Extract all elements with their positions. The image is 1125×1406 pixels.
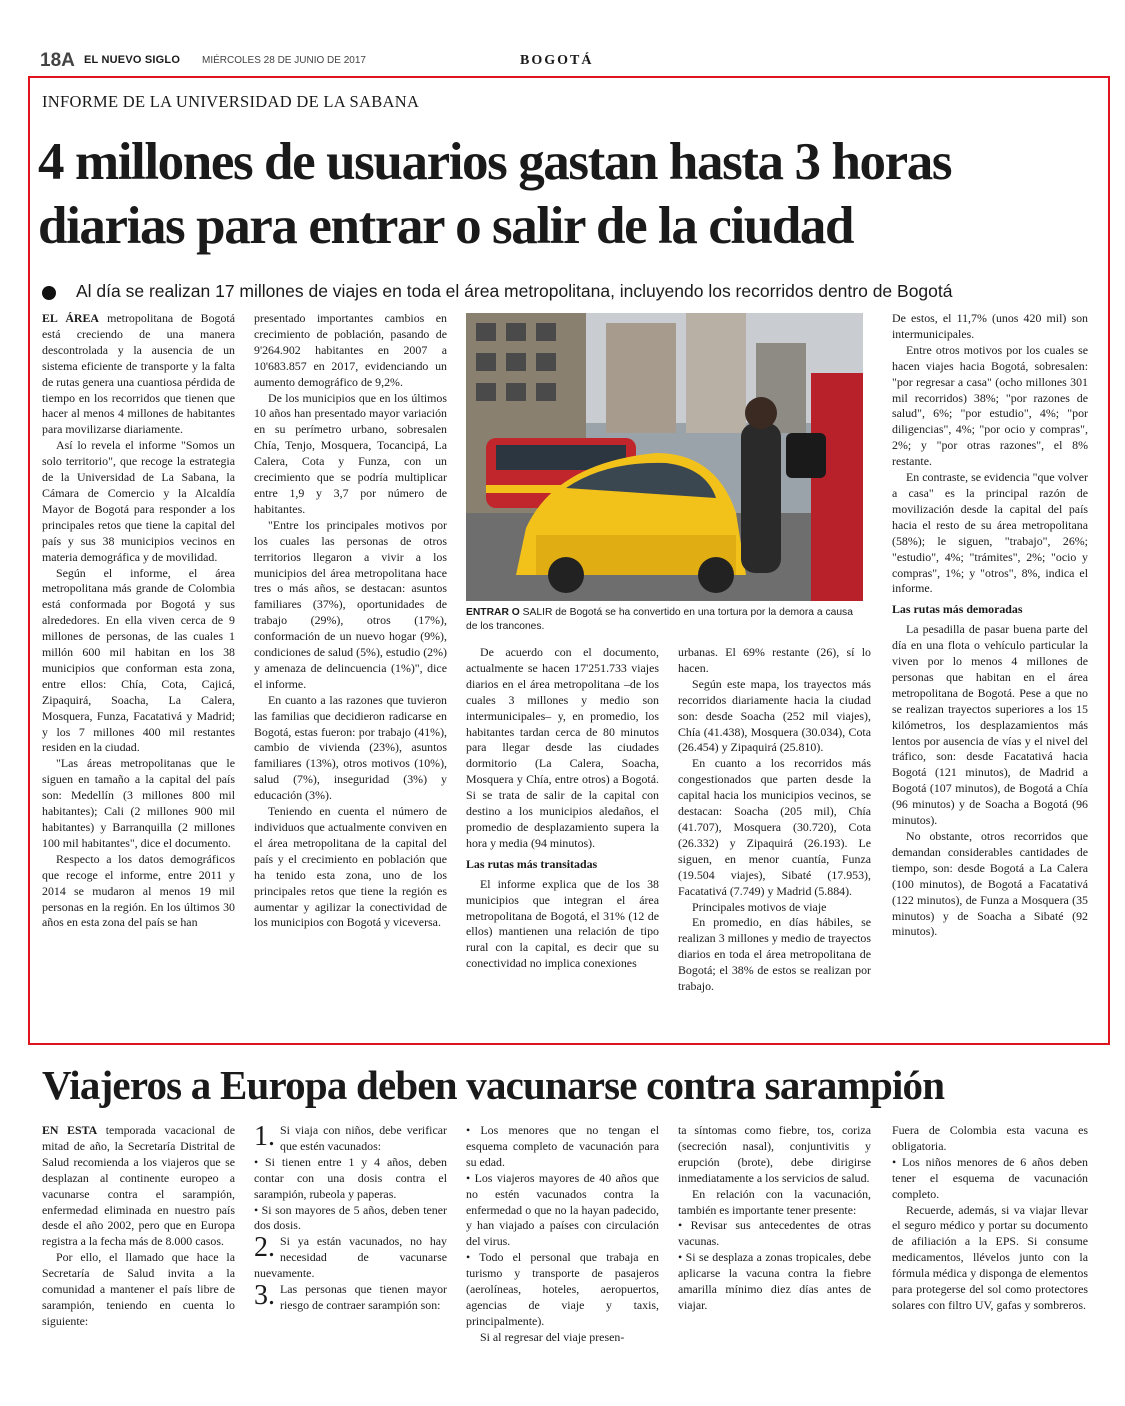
paragraph: Fuera de Colombia esta vacuna es obligatoria. — [892, 1123, 1088, 1153]
paragraph: presentado importantes cambios en crecimiento de población, pasando de 9'264.902 habitantes en 2007 a 10'683.857 en 2017, evidenciando un aumento demográfico de 9,2%. — [254, 311, 447, 389]
list-item: • Todo el personal que trabaja en turismo y transporte de pasajeros (aerolíneas, hoteles, aeropuertos, agencias de viaje y taxis, principalmente). — [466, 1250, 659, 1328]
paragraph: Según este mapa, los trayectos más recorridos diariamente hacia la ciudad son: desde Soacha (252 mil viajes), Chía (41.438), Mosquera (30.034), Cota (26.454) y Zipaquirá (25.810). — [678, 676, 871, 755]
lead-in: EN ESTA — [42, 1123, 98, 1137]
paragraph: "Entre los principales motivos por los cuales las personas de otros territorios llegaron a vivir a los municipios del área metropolitana hace tres o más años, se destacan: asuntos familiares (37%), oportunidades de trabajo (29%), otros (17%), conformación de un nuevo hogar (9%), condiciones de salud (5%), estudio (2%) y amenaza de delincuencia (1%)", dice el informe. — [254, 517, 447, 691]
newspaper-name: EL NUEVO SIGLO — [84, 54, 181, 66]
paragraph: En cuanto a las razones que tuvieron las familias que decidieron radicarse en Bogotá, estas fueron: por trabajo (41%), cambio de vivienda (23%), asuntos familiares (13%), otros motivos (10%), salud (7%), inseguridad (3%) y educación (3%). — [254, 692, 447, 803]
paragraph: En relación con la vacunación, también es importante tener presente: — [678, 1186, 871, 1217]
paragraph: "Las áreas metropolitanas que le siguen en tamaño a la capital del país son: Medellín (3 millones 800 mil habitantes); Cali (2 millones 900 mil habitantes) y Barranquilla (2 millones 100 mil habitantes", dice el documento. — [42, 756, 235, 850]
list-item: • Los niños menores de 6 años deben tener el esquema de vacunación completo. — [892, 1154, 1088, 1201]
paragraph: Principales motivos de viaje — [692, 899, 827, 914]
paragraph: No obstante, otros recorridos que demandan considerables cantidades de tiempo, son: desde Bogotá a La Calera (100 minutos), de Bogotá a Facatativá (122 minutos), de Funza a Mosquera (35 minutos) y de Soacha a Sibaté (92 minutos). — [892, 829, 1088, 939]
paragraph: De los municipios que en los últimos 10 años han presentado mayor variación en su perímetro urbano, sobresalen Chía, Tenjo, Mosquera, Tocancipá, La Calera, Cota y Funza, con un crecimiento que se podría multiplicar entre 1,9 y 3,7 por número de habitantes. — [254, 390, 447, 516]
paragraph: ta síntomas como fiebre, tos, coriza (secreción nasal), conjuntivitis y erupción (brote), debe dirigirse inmediatamente a los servicios de salud. — [678, 1123, 871, 1185]
list-item: • Revisar sus antecedentes de otras vacunas. — [678, 1218, 871, 1249]
paragraph: La pesadilla de pasar buena parte del día en una flota o vehículo particular la viven por lo menos 4 millones de personas que habitan en el área metropolitana de Bogotá. Pese a que no se realizan trayectos superiores a los 15 kilómetros, los desplazamientos más lentos por ausencia de vías y el nivel del tráfico, son: desde Facatativá hacia Bogotá (121 minutos), de Madrid a Bogotá (107 minutos), de Bogotá a Chía (96 minutos) y de Soacha a Bogotá (96 minutos). — [892, 622, 1088, 828]
list-item: Las personas que tienen mayor riesgo de contraer sarampión son: — [280, 1282, 447, 1312]
paragraph: Por ello, el llamado que hace la Secretaría de Salud invita a la comunidad a mantener el país libre de sarampión, teniendo en cuenta lo siguiente: — [42, 1250, 235, 1328]
paragraph: Respecto a los datos demográficos que recoge el informe, entre 2011 y 2014 se mudaron al menos 19 mil personas en la región. En los últimos 30 años en esta zona del país se han — [42, 851, 235, 930]
page-number: 18A — [40, 50, 75, 71]
article-2-column-4 — [678, 1123, 871, 1314]
paragraph: urbanas. El 69% restante (26), sí lo hacen. — [678, 645, 871, 675]
paragraph: Si al regresar del viaje presen- — [480, 1329, 625, 1344]
paragraph: temporada vacacional de mitad de año, la Secretaría Distrital de Salud recomienda a los viajeros que se desplazan al continente europeo a vacunarse contra el sarampión, enfermedad eliminada en nuestro país desde el año 2002, pero que en Europa registra a la fecha más de 8.000 casos. — [42, 1123, 235, 1249]
list-item: • Si se desplaza a zonas tropicales, debe aplicarse la vacuna contra la fiebre amarilla mínimo diez días antes de viajar. — [678, 1250, 871, 1312]
list-item: • Si tienen entre 1 y 4 años, deben contar con una dosis contra el sarampión, rubeola y paperas. — [254, 1154, 447, 1201]
list-item: • Los menores que no tengan el esquema completo de vacunación para su edad. — [466, 1123, 659, 1169]
caption-text: SALIR de Bogotá se ha convertido en una tortura por la demora a causa de los trancones. — [466, 607, 853, 632]
paragraph: Entre otros motivos por los cuales se hacen viajes hacia Bogotá, sobresalen: "por regresar a casa" (ocho millones 301 mil recorridos) 38%; "por razones de salud", 6%; "por estudio", 4%; "por diligencias", 4%; "por ocio y compras", 2%; y "por otras razones", el 8% restante. — [892, 342, 1088, 469]
article-column-2 — [254, 311, 447, 931]
list-item: Si viaja con niños, debe verificar que estén vacunados: — [280, 1123, 447, 1153]
subheading: Las rutas más demoradas — [892, 602, 1023, 617]
street-traffic-photo — [466, 313, 863, 601]
paragraph: En contraste, se evidencia "que volver a casa" es la principal razón de movilización desde la capital del país hacia el resto de su área metropolitana (58%); le siguen, "trabajo", 26%; "estudio", 4%; "trámites", 2%; "ocio y compras", 1%; y "otros", 8%, indica el informe. — [892, 470, 1088, 596]
article-2-column-5 — [892, 1123, 1088, 1314]
article-2-headline: Viajeros a Europa deben vacunarse contra sarampión — [42, 1062, 945, 1108]
paragraph: Recuerde, además, si va viajar llevar el seguro médico y portar su documento de afiliación a la EPS. Si consume medicamentos, llévelos junto con la fórmula médica y disponga de elementos para protegerse del sol como protectores solares con filtro UV, gafas y sombreros. — [892, 1202, 1088, 1312]
article-headline — [38, 130, 1098, 258]
article-deck: Al día se realizan 17 millones de viajes en toda el área metropolitana, incluyendo los recorridos dentro de Bogotá — [76, 281, 953, 301]
list-item: • Si son mayores de 5 años, deben tener dos dosis. — [254, 1202, 447, 1233]
article-2-column-2 — [254, 1123, 447, 1314]
paragraph: El informe explica que de los 38 municipios que integran el área metropolitana de Bogotá, el 31% (12 de ellos) mantienen una relación de tipo rural con la capital, es decir que su conectividad no implica conexiones — [466, 876, 659, 971]
page-header — [40, 50, 1090, 76]
article-column-3 — [466, 645, 659, 972]
headline-line-1: 4 millones de usuarios gastan hasta 3 horas — [38, 133, 952, 191]
paragraph: En promedio, en días hábiles, se realizan 3 millones y medio de trayectos diarios en toda el área metropolitana de Bogotá; el 38% de estos se realizan por trabajo. — [678, 915, 871, 994]
paragraph: De acuerdo con el documento, actualmente se hacen 17'251.733 viajes diarios en el área metropolitana –de los cuales 3 millones y medio son intermunicipales– y, en promedio, los habitantes tardan cerca de 80 minutos para llegar desde las ciudades dormitorio (La Calera, Soacha, Mosquera y Chía, entre otros) a Bogotá. Si se trata de salir de la capital con destino a los municipios aledaños, el promedio de desplazamiento supera la hora y media (94 minutos). — [466, 645, 659, 850]
article-column-5 — [892, 311, 1088, 940]
list-item: Si ya están vacunados, no hay necesidad de vacunarse nuevamente. — [254, 1234, 447, 1281]
list-number: 3. — [254, 1280, 275, 1312]
paragraph: metropolitana de Bogotá está creciendo de una manera descontrolada y la ausencia de un sistema eficiente de transporte y la falta de rutas genera una cuantiosa pérdida de tiempo en los recorridos que tienen que hacer al menos 4 millones de habitantes para movilizarse diariamente. — [42, 311, 235, 437]
section-name: BOGOTÁ — [520, 53, 594, 68]
article-kicker: INFORME DE LA UNIVERSIDAD DE LA SABANA — [42, 92, 420, 111]
paragraph: En cuanto a los recorridos más congestionados que parten desde la capital hacia los municipios vecinos, se destacan: Soacha (205 mil), Chía (41.707), Mosquera (30.720), Cota (26.332) y Zipaquirá (26.193). Le siguen, en menor cuantía, Funza (19.504 viajes), Sibaté (17.953), Facatativá (7.749) y Madrid (5.884). — [678, 756, 871, 898]
headline-line-2: diarias para entrar o salir de la ciudad — [38, 197, 854, 255]
lead-in: EL ÁREA — [42, 311, 100, 325]
article-2-column-3 — [466, 1123, 659, 1346]
list-item: • Los viajeros mayores de 40 años que no estén vacunados contra la enfermedad o que no la hayan padecido, y han viajado a países con circulación del virus. — [466, 1170, 659, 1249]
issue-date: MIÉRCOLES 28 DE JUNIO DE 2017 — [202, 55, 366, 66]
list-number: 2. — [254, 1232, 275, 1264]
deck-bullet-icon — [42, 286, 56, 300]
paragraph: De estos, el 11,7% (unos 420 mil) son intermunicipales. — [892, 311, 1088, 341]
photo-caption — [466, 606, 866, 634]
article-2-column-1 — [42, 1123, 235, 1330]
caption-lead: ENTRAR O — [466, 607, 520, 618]
paragraph: Así lo revela el informe "Somos un solo territorio", que recoge la estrategia de la Universidad de La Sabana, la Cámara de Comercio y la Alcaldía Mayor de Bogotá para responder a los principales retos que tiene la capital del país y sus 38 municipios vecinos en materia demográfica y de movilidad. — [42, 438, 235, 564]
paragraph: Según el informe, el área metropolitana más grande de Colombia está conformada por Bogotá y sus alrededores. En ella viven cerca de 9 millones de personas, de las cuales 1 millón 600 mil habitan en los 38 municipios que conforman esta zona, entre ellos: Chía, Cota, Cajicá, Zipaquirá, Soacha, La Calera, Mosquera, Funza, Facatativá y Madrid; y los 7 millones 400 mil restantes residen en la ciudad. — [42, 565, 235, 755]
article-column-1 — [42, 311, 235, 931]
article-column-4 — [678, 645, 871, 995]
photo-illustration — [466, 313, 863, 601]
paragraph: Teniendo en cuenta el número de individuos que actualmente conviven en el área metropolitana de la capital del país y el crecimiento en población que ha tenido esta zona, uno de los principales retos que tiene la región es aumentar y agilizar la conectividad de los municipios con Bogotá y viceversa. — [254, 804, 447, 930]
subheading: Las rutas más transitadas — [466, 856, 598, 871]
list-number: 1. — [254, 1121, 275, 1152]
